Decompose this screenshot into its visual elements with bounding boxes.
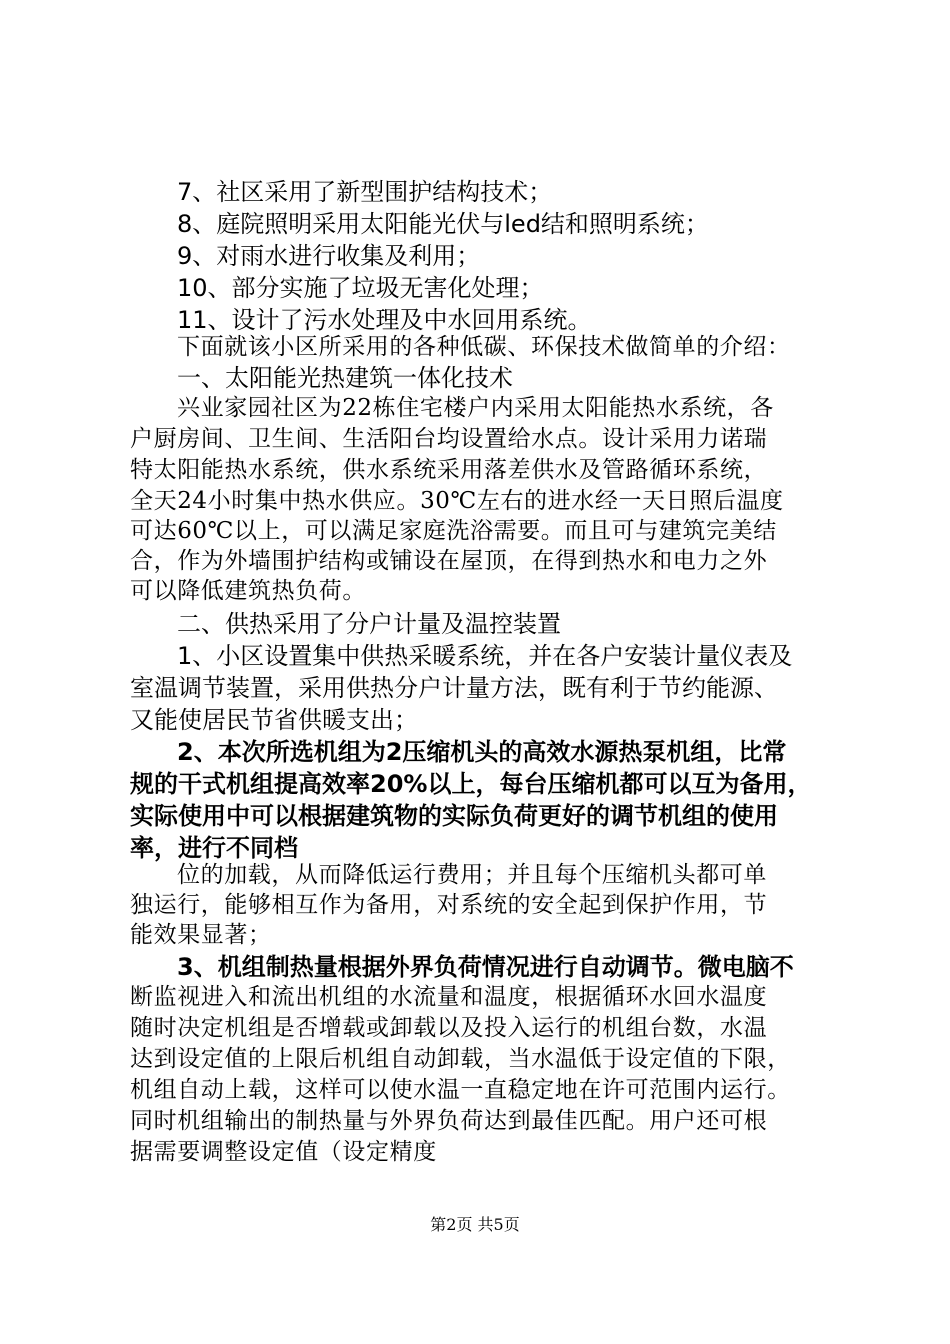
paragraph-line: 室温调节装置，采用供热分户计量方法，既有利于节约能源、: [130, 674, 778, 702]
paragraph-line: 2、本次所选机组为2压缩机头的高效水源热泵机组，比常: [177, 738, 787, 766]
paragraph-line: 同时机组输出的制热量与外界负荷达到最佳匹配。用户还可根: [130, 1108, 768, 1134]
paragraph-line: 可以降低建筑热负荷。: [130, 578, 366, 604]
paragraph-line: 断监视进入和流出机组的水流量和温度，根据循环水回水温度: [130, 984, 768, 1010]
section-heading-2: 二、供热采用了分户计量及温控装置: [177, 610, 561, 638]
paragraph-line: 独运行，能够相互作为备用，对系统的安全起到保护作用，节: [130, 892, 768, 918]
paragraph-line: 1、小区设置集中供热采暖系统，并在各户安装计量仪表及: [177, 642, 793, 670]
paragraph-line: 规的干式机组提高效率20%以上，每台压缩机都可以互为备用，: [130, 770, 812, 798]
list-item-8: 8、庭院照明采用太阳能光伏与led结和照明系统；: [177, 210, 709, 238]
paragraph-line: 位的加载，从而降低运行费用；并且每个压缩机头都可单: [177, 862, 767, 888]
paragraph-line: 兴业家园社区为22栋住宅楼户内采用太阳能热水系统，各: [177, 395, 774, 421]
paragraph-line: 户厨房间、卫生间、生活阳台均设置给水点。设计采用力诺瑞: [130, 426, 768, 452]
paragraph-line: 特太阳能热水系统，供水系统采用落差供水及管路循环系统，: [130, 457, 768, 483]
list-item-11: 11、设计了污水处理及中水回用系统。: [177, 306, 592, 334]
paragraph-line: 全天24小时集中热水供应。30℃左右的进水经一天日照后温度: [130, 488, 784, 514]
paragraph-line: 率，进行不同档: [130, 834, 298, 862]
paragraph-line: 能效果显著；: [130, 922, 272, 948]
section-heading-1: 一、太阳能光热建筑一体化技术: [177, 364, 513, 392]
list-item-10: 10、部分实施了垃圾无害化处理；: [177, 274, 544, 302]
paragraph-line: 机组自动上载，这样可以使水温一直稳定地在许可范围内运行。: [130, 1077, 791, 1103]
list-item-9: 9、对雨水进行收集及利用；: [177, 242, 481, 270]
paragraph-line: 又能使居民节省供暖支出；: [130, 706, 418, 734]
paragraph-line: 合，作为外墙围护结构或铺设在屋顶，在得到热水和电力之外: [130, 548, 768, 574]
intro-line: 下面就该小区所采用的各种低碳、环保技术做简单的介绍：: [177, 334, 791, 360]
paragraph-line: 据需要调整设定值（设定精度: [130, 1139, 437, 1165]
paragraph-line: 3、机组制热量根据外界负荷情况进行自动调节。微电脑不: [177, 953, 794, 981]
paragraph-line: 达到设定值的上限后机组自动卸载，当水温低于设定值的下限，: [130, 1046, 791, 1072]
page-number-footer: 第2页 共5页: [430, 1215, 520, 1234]
paragraph-line: 随时决定机组是否增载或卸载以及投入运行的机组台数，水温: [130, 1015, 768, 1041]
paragraph-line: 实际使用中可以根据建筑物的实际负荷更好的调节机组的使用: [130, 802, 778, 830]
paragraph-line: 可达60℃以上，可以满足家庭洗浴需要。而且可与建筑完美结: [130, 518, 777, 544]
list-item-7: 7、社区采用了新型围护结构技术；: [177, 178, 553, 206]
